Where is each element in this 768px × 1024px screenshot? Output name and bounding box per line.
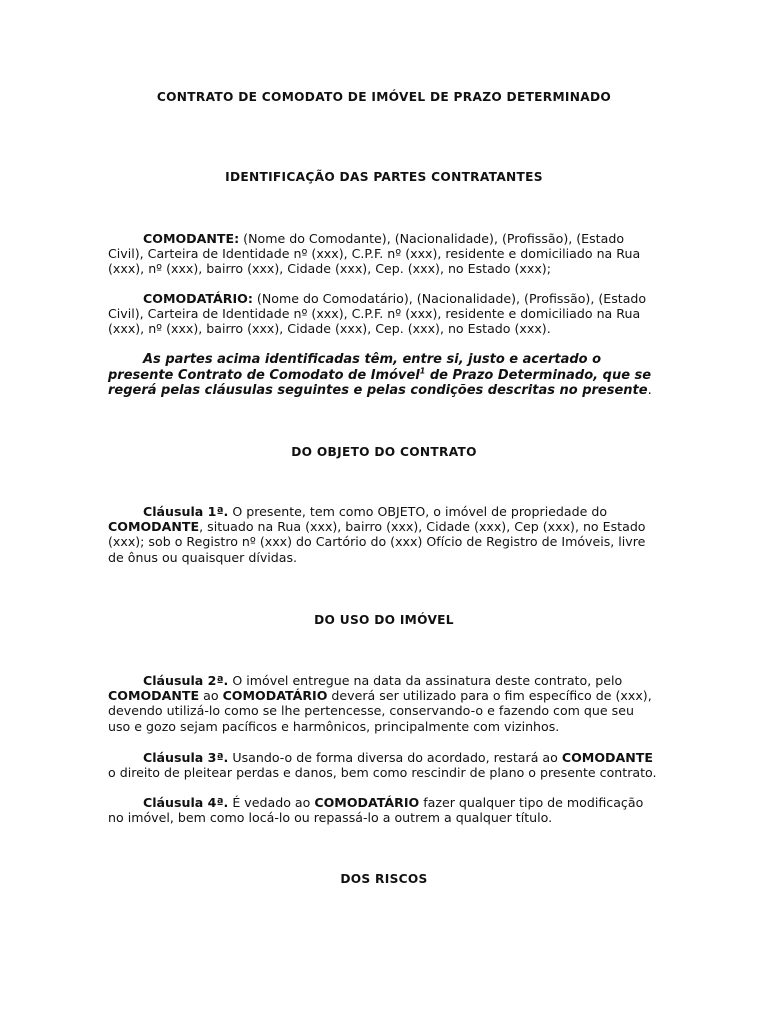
clause-1-bold: COMODANTE bbox=[108, 519, 200, 535]
clause-1-text: O presente, tem como OBJETO, o imóvel de propriedade do bbox=[228, 504, 608, 519]
clause-2-text: O imóvel entregue na data da assinatura deste contrato, pelo bbox=[228, 673, 623, 688]
comodatario-label: COMODATÁRIO: bbox=[143, 291, 253, 306]
clause-1-label: Cláusula 1ª. bbox=[143, 504, 229, 519]
document-title: CONTRATO DE COMODATO DE IMÓVEL DE PRAZO DETERMINADO bbox=[156, 90, 612, 104]
clause-1-paragraph bbox=[108, 504, 658, 565]
clause-1-text-2: , situado na Rua (xxx), bairro (xxx), Cidade (xxx), Cep (xxx), no Estado (xxx); sob o Registro nº (xxx) do Cartório do (xxx) Ofício de Registro de Imóveis, livre de ônus ou quaisquer dívidas. bbox=[108, 519, 646, 565]
clause-2-paragraph bbox=[108, 673, 658, 734]
clause-4-bold: COMODATÁRIO bbox=[314, 795, 420, 810]
clause-2-bold-2: COMODATÁRIO bbox=[222, 688, 328, 704]
section-heading-use: DO USO DO IMÓVEL bbox=[314, 613, 454, 627]
clause-4-text: É vedado ao bbox=[228, 795, 315, 810]
comodante-text: (Nome do Comodante), (Nacionalidade), (Profissão), (Estado Civil), Carteira de Identidade nº (xxx), C.P.F. nº (xxx), residente e domiciliado na Rua (xxx), nº (xxx), bairro (xxx), Cidade (xxx), Cep. (xxx), no Estado (xxx); bbox=[108, 231, 641, 277]
comodante-paragraph bbox=[108, 231, 658, 277]
clause-4-text-2: fazer qualquer tipo de modificação no imóvel, bem como locá-lo ou repassá-lo a outrem a qualquer título. bbox=[108, 795, 644, 826]
clause-4-label: Cláusula 4ª. bbox=[143, 795, 229, 810]
clause-3-text-2: o direito de pleitear perdas e danos, bem como rescindir de plano o presente contrato. bbox=[108, 765, 657, 781]
clause-2-label: Cláusula 2ª. bbox=[143, 673, 229, 688]
comodante-label: COMODANTE: bbox=[143, 231, 240, 246]
clause-3-paragraph bbox=[108, 750, 658, 780]
section-heading-parties: IDENTIFICAÇÃO DAS PARTES CONTRATANTES bbox=[225, 170, 543, 184]
intro-end-punct: . bbox=[647, 383, 652, 399]
comodatario-paragraph bbox=[108, 291, 658, 337]
section-heading-risks: DOS RISCOS bbox=[340, 872, 428, 886]
clause-3-bold: COMODANTE bbox=[561, 750, 653, 765]
clause-3-text: Usando-o de forma diversa do acordado, restará ao bbox=[228, 750, 562, 765]
clause-3-label: Cláusula 3ª. bbox=[143, 750, 229, 765]
intro-paragraph bbox=[108, 352, 658, 399]
comodatario-text: (Nome do Comodatário), (Nacionalidade), (Profissão), (Estado Civil), Carteira de Identidade nº (xxx), C.P.F. nº (xxx), residente e domiciliado na Rua (xxx), nº (xxx), bairro (xxx), Cidade (xxx), Cep. (xxx), no Estado (xxx). bbox=[108, 291, 647, 337]
clause-2-text-2: ao bbox=[199, 688, 223, 704]
clause-2-bold-1: COMODANTE bbox=[108, 688, 200, 704]
footnote-marker[interactable]: 1 bbox=[419, 366, 426, 376]
clause-4-paragraph bbox=[108, 795, 658, 825]
intro-text-part2: de Prazo Determinado, que se regerá pelas cláusulas seguintes e pelas condições descritas no presente bbox=[108, 367, 652, 399]
clause-2-text-3: deverá ser utilizado para o fim específico de (xxx), devendo utilizá-lo como se lhe pertencesse, conservando-o e fazendo com que seu uso e gozo sejam pacíficos e harmônicos, principalmente com vizinhos. bbox=[108, 688, 652, 734]
section-heading-object: DO OBJETO DO CONTRATO bbox=[291, 445, 477, 459]
intro-text-part1: As partes acima identificadas têm, entre si, justo e acertado o presente Contrato de Comodato de Imóvel bbox=[108, 352, 602, 383]
